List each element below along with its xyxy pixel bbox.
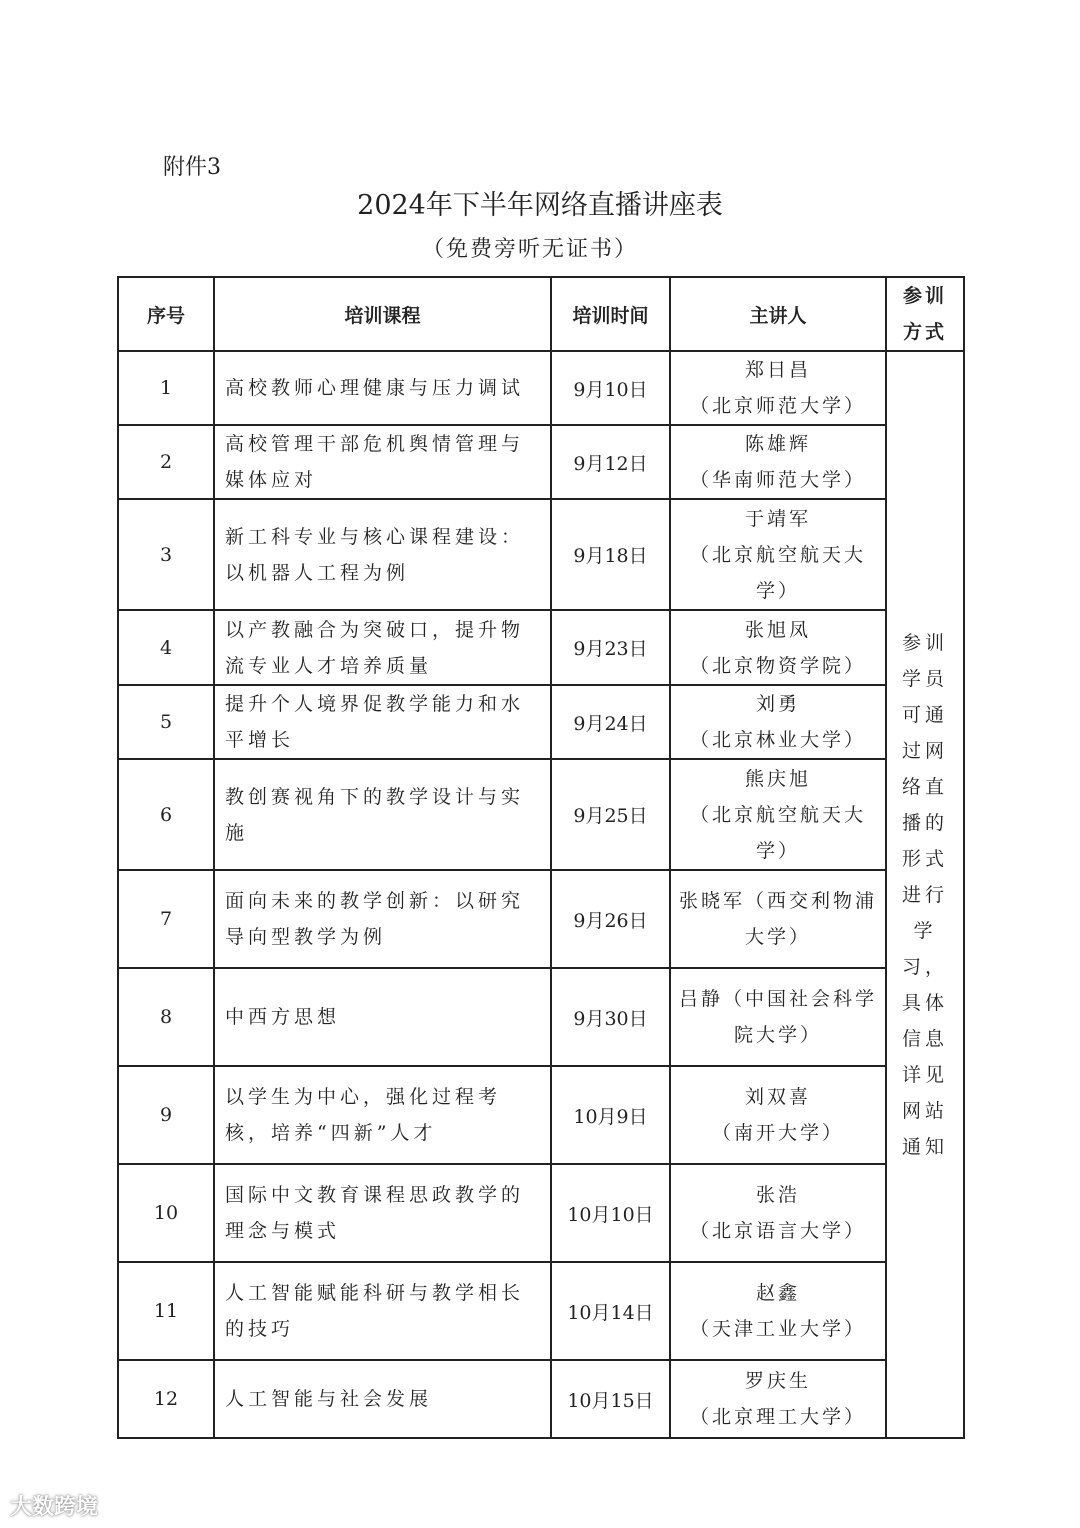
row-course: 高校管理干部危机舆情管理与媒体应对 xyxy=(214,425,551,499)
row-course: 面向未来的教学创新：以研究导向型教学为例 xyxy=(214,870,551,968)
header-course: 培训课程 xyxy=(214,277,551,351)
row-no: 8 xyxy=(118,968,214,1066)
speaker-org: （北京航空航天大学） xyxy=(689,543,866,602)
row-time: 9月25日 xyxy=(551,759,670,870)
row-course: 以产教融合为突破口，提升物流专业人才培养质量 xyxy=(214,610,551,685)
speaker-org: （南开大学） xyxy=(711,1122,844,1144)
document-subtitle: （免费旁听无证书） xyxy=(421,237,638,262)
row-course: 教创赛视角下的教学设计与实施 xyxy=(214,759,551,870)
row-speaker xyxy=(670,1360,886,1438)
row-speaker xyxy=(670,968,886,1066)
row-time: 10月10日 xyxy=(551,1164,670,1262)
table-row xyxy=(118,1164,964,1262)
row-speaker xyxy=(670,351,886,425)
speaker-org: （北京林业大学） xyxy=(689,729,866,751)
document-title: 2024年下半年网络直播讲座表 xyxy=(357,190,723,221)
participation-method: 参训学员可通过网络直播的形式进行学习，具体信息详见网站通知 xyxy=(886,351,964,1438)
row-time: 10月9日 xyxy=(551,1066,670,1164)
row-no: 5 xyxy=(118,685,214,759)
row-no: 2 xyxy=(118,425,214,499)
row-speaker xyxy=(670,870,886,968)
header-time: 培训时间 xyxy=(551,277,670,351)
speaker-org: （天津工业大学） xyxy=(689,1318,866,1340)
row-speaker xyxy=(670,685,886,759)
row-course: 国际中文教育课程思政教学的理念与模式 xyxy=(214,1164,551,1262)
row-no: 10 xyxy=(118,1164,214,1262)
row-course: 人工智能与社会发展 xyxy=(214,1360,551,1438)
speaker-name: 陈雄辉 xyxy=(744,433,811,455)
row-speaker xyxy=(670,425,886,499)
table-header-row xyxy=(118,277,964,351)
row-time: 9月12日 xyxy=(551,425,670,499)
table-row xyxy=(118,1360,964,1438)
speaker-name: 吕静 xyxy=(678,988,723,1010)
row-time: 9月30日 xyxy=(551,968,670,1066)
row-course: 高校教师心理健康与压力调试 xyxy=(214,351,551,425)
row-course: 以学生为中心，强化过程考核，培养“四新”人才 xyxy=(214,1066,551,1164)
speaker-org: （中国社会科学院大学） xyxy=(723,988,878,1046)
table-row xyxy=(118,425,964,499)
lecture-table xyxy=(117,276,965,1439)
table-row xyxy=(118,499,964,610)
speaker-name: 罗庆生 xyxy=(744,1370,811,1392)
speaker-name: 张旭凤 xyxy=(744,618,811,641)
row-speaker xyxy=(670,499,886,610)
speaker-name: 郑日昌 xyxy=(744,359,811,381)
speaker-name: 于靖军 xyxy=(744,507,811,530)
table-row xyxy=(118,870,964,968)
header-speaker: 主讲人 xyxy=(670,277,886,351)
row-no: 12 xyxy=(118,1360,214,1438)
table-row xyxy=(118,1262,964,1360)
row-no: 7 xyxy=(118,870,214,968)
row-no: 1 xyxy=(118,351,214,425)
row-speaker xyxy=(670,1262,886,1360)
row-no: 6 xyxy=(118,759,214,870)
table-row xyxy=(118,1066,964,1164)
speaker-org: （北京语言大学） xyxy=(689,1220,866,1242)
row-speaker xyxy=(670,610,886,685)
row-course: 人工智能赋能科研与教学相长的技巧 xyxy=(214,1262,551,1360)
row-time: 10月14日 xyxy=(551,1262,670,1360)
attachment-label: 附件3 xyxy=(163,155,221,180)
row-time: 9月18日 xyxy=(551,499,670,610)
speaker-name: 刘勇 xyxy=(755,693,800,715)
row-no: 3 xyxy=(118,499,214,610)
row-course: 新工科专业与核心课程建设：以机器人工程为例 xyxy=(214,499,551,610)
speaker-org: （北京理工大学） xyxy=(689,1406,866,1428)
speaker-org: （北京航空航天大学） xyxy=(689,803,866,862)
row-no: 11 xyxy=(118,1262,214,1360)
speaker-org: （华南师范大学） xyxy=(689,469,866,491)
row-no: 9 xyxy=(118,1066,214,1164)
speaker-name: 张晓军 xyxy=(678,890,745,912)
header-no: 序号 xyxy=(118,277,214,351)
speaker-name: 张浩 xyxy=(755,1184,800,1206)
table-row xyxy=(118,351,964,425)
table-row xyxy=(118,610,964,685)
speaker-org: （北京师范大学） xyxy=(689,395,866,417)
row-time: 10月15日 xyxy=(551,1360,670,1438)
row-time: 9月26日 xyxy=(551,870,670,968)
table-row xyxy=(118,759,964,870)
table-row xyxy=(118,685,964,759)
row-speaker xyxy=(670,759,886,870)
row-speaker xyxy=(670,1066,886,1164)
watermark-logo: 大数跨境 xyxy=(10,1495,99,1520)
row-speaker xyxy=(670,1164,886,1262)
row-time: 9月23日 xyxy=(551,610,670,685)
row-course: 中西方思想 xyxy=(214,968,551,1066)
speaker-name: 赵鑫 xyxy=(755,1282,800,1304)
speaker-name: 刘双喜 xyxy=(744,1086,811,1108)
table-row xyxy=(118,968,964,1066)
header-method: 参训方式 xyxy=(886,277,964,351)
speaker-org: （西交利物浦大学） xyxy=(744,890,878,948)
row-course: 提升个人境界促教学能力和水平增长 xyxy=(214,685,551,759)
row-time: 9月10日 xyxy=(551,351,670,425)
speaker-name: 熊庆旭 xyxy=(744,767,811,790)
row-no: 4 xyxy=(118,610,214,685)
speaker-org: （北京物资学院） xyxy=(689,654,866,677)
row-time: 9月24日 xyxy=(551,685,670,759)
